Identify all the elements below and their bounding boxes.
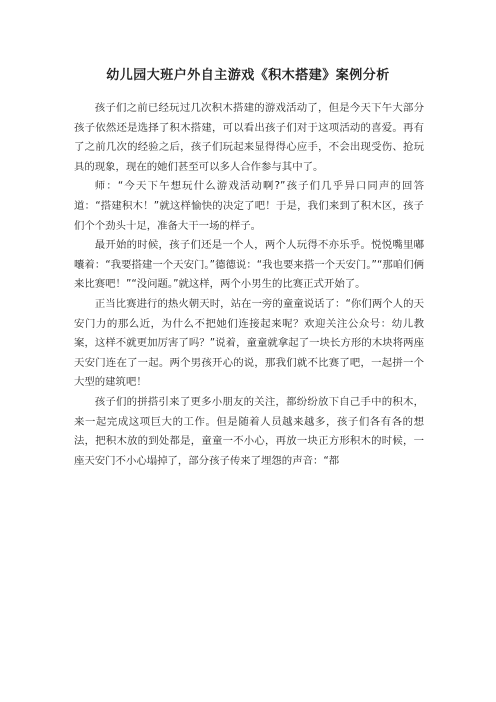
paragraph: 正当比赛进行的热火朝天时，站在一旁的童童说话了：“你们两个人的天安门力的那么近，为什么不把她们连接起来呢？欢迎关注公众号：幼儿教案，这样不就更加厉害了吗？”说着，童童就拿起了一块长方形的木块将两座天安门连在了一起。两个男孩开心的说，那我们就不比赛了吧，一起拼一个大型的建筑吧！ (74, 297, 424, 389)
document-title: 幼儿园大班户外自主游戏《积木搭建》案例分析 (106, 68, 390, 83)
paragraph: 师：“今天下午想玩什么游戏活动啊?”孩子们几乎异口同声的回答道：“搭建积木！”就这样愉快的决定了吧！于是，我们来到了积木区，孩子们个个劲头十足，准备大干一场的样子。 (74, 180, 424, 232)
paragraph: 孩子们的拼搭引来了更多小朋友的关注，都纷纷放下自己手中的积木，来一起完成这项巨大的工作。但是随着人员越来越多，孩子们各有各的想法，把积木放的到处都是，童童一不小心，再放一块正方形积木的时候，一座天安门不小心塌掉了，部分孩子传来了埋怨的声音：“都 (74, 395, 424, 467)
paragraph: 孩子们之前已经玩过几次积木搭建的游戏活动了，但是今天下午大部分孩子依然还是选择了积木搭建，可以看出孩子们对于这项活动的喜爱。再有了之前几次的经验之后，孩子们玩起来显得得心应手，不会出现受伤、抢玩具的现象，现在的她们甚至可以多人合作参与其中了。 (74, 102, 424, 173)
document-body (74, 99, 424, 471)
paragraph: 最开始的时候，孩子们还是一个人，两个人玩得不亦乐乎。悦悦嘴里嘟囔着：“我要搭建一个天安门。”德德说：“我也要来搭一个天安门。”“那咱们俩来比赛吧！”“没问题。”就这样，两个小男生的比赛正式开始了。 (74, 239, 424, 291)
